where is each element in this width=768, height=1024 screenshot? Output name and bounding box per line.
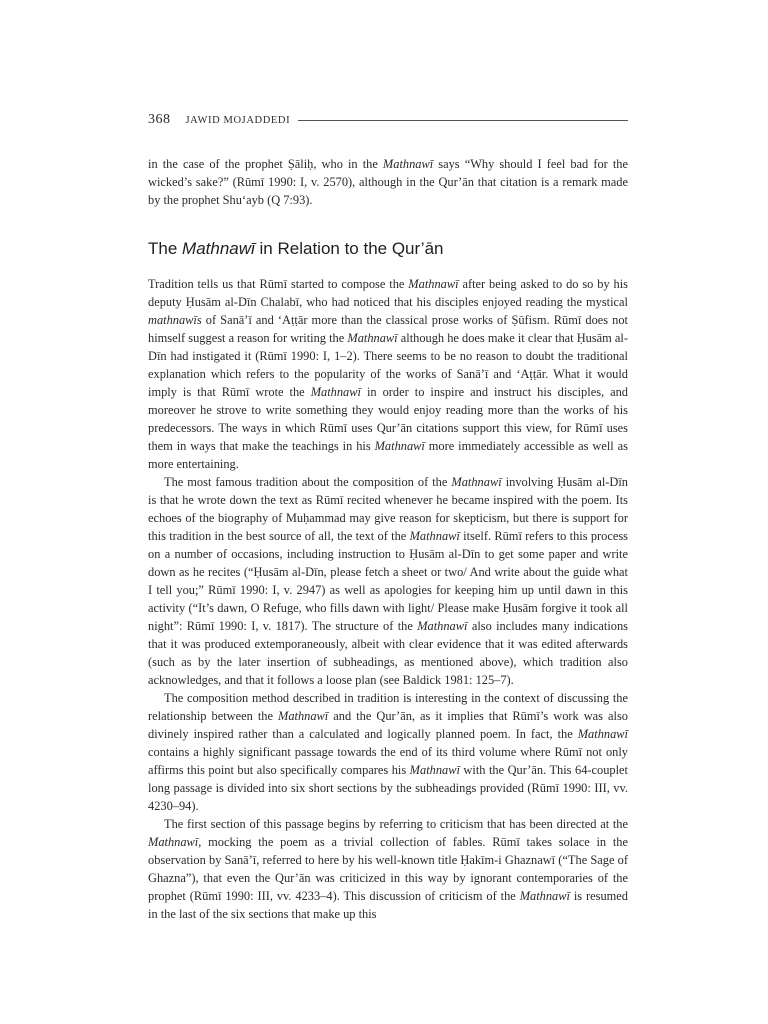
running-head: [148, 112, 628, 128]
section-heading: The Mathnawī in Relation to the Qur’ān: [148, 239, 444, 258]
body-text: [148, 155, 628, 923]
paragraph-3: The composition method described in tradition is interesting in the context of discussing the relationship between the Mathnawī and the Qur’ān, as it implies that Rūmī’s work was also divinely inspired rather than a calculated and logically planned poem. In fact, the Mathnawī contains a highly significant passage towards the end of its third volume where Rūmī not only affirms this point but also specifically compares his Mathnawī with the Qur’ān. This 64-couplet long passage is divided into six short sections by the subheadings provided (Rūmī 1990: III, vv. 4230–94).: [148, 691, 628, 813]
paragraph-4: The first section of this passage begins by referring to criticism that has been directed at the Mathnawī, mocking the poem as a trivial collection of fables. Rūmī takes solace in the observation by Sanā’ī, referred to here by his well-known title Ḥakīm-i Ghaznawī (“The Sage of Ghazna”), that even the Qur’ān was criticized in this way by ignorant contemporaries of the prophet (Rūmī 1990: III, vv. 4233–4). This discussion of criticism of the Mathnawī is resumed in the last of the six sections that make up this: [148, 817, 628, 921]
header-rule: [298, 120, 628, 121]
paragraph-1: Tradition tells us that Rūmī started to compose the Mathnawī after being asked to do so by his deputy Ḥusām al-Dīn Chalabī, who had noticed that his disciples enjoyed reading the mystical mathnawīs of Sanā’ī and ‘Aṭṭār more than the classical prose works of Ṣūfism. Rūmī does not himself suggest a reason for writing the Mathnawī although he does make it clear that Ḥusām al-Dīn had instigated it (Rūmī 1990: I, 1–2). There seems to be no reason to doubt the traditional explanation which refers to the popularity of the works of Sanā’ī and ‘Aṭṭār. What it would imply is that Rūmī wrote the Mathnawī in order to inspire and instruct his disciples, and moreover he strove to write something they would enjoy reading more than the works of his predecessors. The ways in which Rūmī uses Qur’ān citations support this view, for Rūmī uses them in ways that make the teachings in his Mathnawī more immediately accessible as well as more entertaining.: [148, 277, 629, 471]
paragraph-2: The most famous tradition about the composition of the Mathnawī involving Ḥusām al-Dīn is that he wrote down the text as Rūmī recited whenever he became inspired with the poem. Its echoes of the biography of Muḥammad may give reason for skepticism, but there is support for this tradition in the best source of all, the text of the Mathnawī itself. Rūmī refers to this process on a number of occasions, including instruction to Ḥusām al-Dīn to get some paper and write down as he recites (“Ḥusām al-Dīn, please fetch a sheet or two/ And write about the guide what I tell you;” Rūmī 1990: I, v. 2947) as well as apologies for keeping him up until dawn in this activity (“It’s dawn, O Refuge, who fills dawn with light/ Please make Ḥusām forgive it took all night”: Rūmī 1990: I, v. 1817). The structure of the Mathnawī also includes many indications that it was produced extemporaneously, albeit with clear evidence that it was edited afterwards (such as by the later insertion of subheadings, as mentioned above), which tradition also acknowledges, and that it follows a loose plan (see Baldick 1981: 125–7).: [148, 475, 629, 687]
running-head-author: JAWID MOJADDEDI: [185, 114, 291, 126]
page-number: 368: [148, 112, 171, 127]
intro-paragraph: in the case of the prophet Ṣāliḥ, who in the Mathnawī says “Why should I feel bad for the wicked’s sake?” (Rūmī 1990: I, v. 2570), although in the Qur’ān that citation is a remark made by the prophet Shu‘ayb (Q 7:93).: [148, 157, 628, 207]
